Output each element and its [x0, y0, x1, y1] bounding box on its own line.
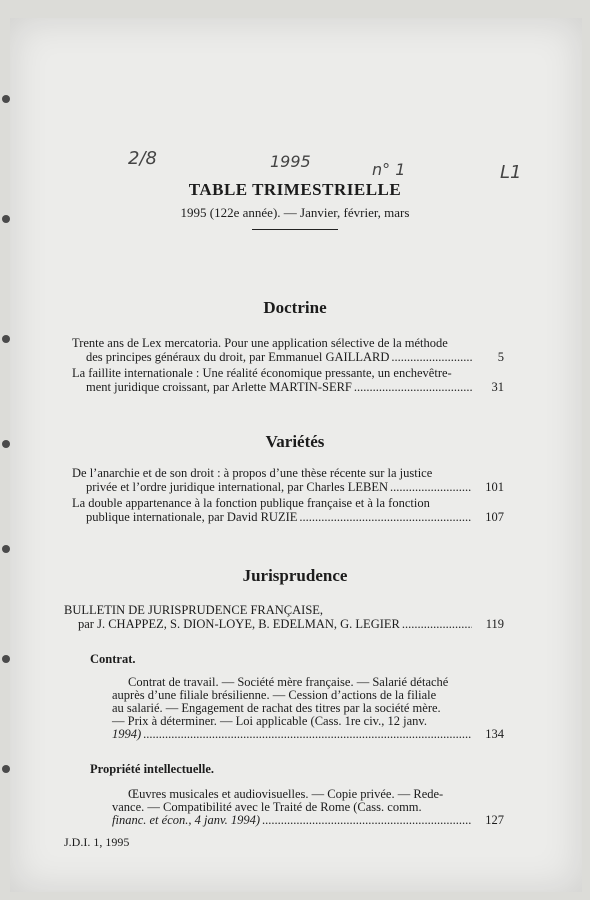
toc-entry	[72, 336, 504, 364]
case-entry-line: Contrat de travail. — Société mère française. — Salarié détaché	[128, 675, 449, 689]
dot-leader	[143, 728, 472, 741]
case-entry-line: Œuvres musicales et audiovisuelles. — Copie privée. — Rede-	[128, 787, 444, 801]
case-entry-line: — Prix à déterminer. — Loi applicable (Cass. 1re civ., 12 janv.	[112, 714, 427, 728]
bulletin-title: BULLETIN DE JURISPRUDENCE FRANÇAISE,	[64, 603, 324, 617]
page-subtitle: 1995 (122e année). — Janvier, février, mars	[180, 205, 410, 220]
page-number: 101	[485, 480, 504, 494]
section-heading-jurisprudence: Jurisprudence	[242, 566, 348, 585]
subsection-heading-propriete: Propriété intellectuelle.	[90, 762, 215, 776]
journal-page	[10, 18, 582, 892]
page-number: 127	[485, 813, 504, 827]
handwritten-note-right: L1	[500, 162, 522, 183]
title-divider	[252, 229, 338, 230]
dot-leader	[299, 510, 472, 524]
handwritten-note-year: 1995	[270, 152, 311, 171]
binding-hole	[2, 545, 10, 553]
binding-hole	[2, 765, 10, 773]
toc-entry	[72, 496, 504, 524]
dot-leader	[262, 814, 472, 827]
toc-entry	[72, 366, 504, 394]
page-number: 134	[485, 727, 504, 741]
page-number: 119	[485, 617, 504, 631]
binding-hole	[2, 335, 10, 343]
toc-entry-line: De l’anarchie et de son droit : à propos d’une thèse récente sur la justice	[72, 466, 433, 480]
case-entry	[112, 676, 504, 741]
binding-hole	[2, 655, 10, 663]
toc-entry	[72, 466, 504, 494]
section-heading-doctrine: Doctrine	[263, 298, 327, 317]
page-number: 31	[491, 380, 504, 394]
handwritten-note-left: 2/8	[128, 148, 157, 169]
toc-entry-line: Trente ans de Lex mercatoria. Pour une application sélective de la méthode	[72, 336, 448, 350]
case-entry-line: au salarié. — Engagement de rachat des titres par la société mère.	[112, 701, 441, 715]
toc-entry-line: La double appartenance à la fonction publique française et à la fonction	[72, 496, 430, 510]
bulletin-authors: par J. CHAPPEZ, S. DION-LOYE, B. EDELMAN, G. LEGIER	[78, 617, 400, 631]
toc-entry-bulletin	[64, 603, 504, 631]
page-number: 107	[485, 510, 504, 524]
dot-leader	[354, 380, 472, 394]
binding-hole	[2, 95, 10, 103]
case-entry-line: auprès d’une filiale brésilienne. — Cession d’actions de la filiale	[112, 688, 437, 702]
section-heading-varietes: Variétés	[265, 432, 325, 451]
page-footer: J.D.I. 1, 1995	[64, 835, 130, 849]
handwritten-note-number: n° 1	[372, 160, 406, 179]
page-title: TABLE TRIMESTRIELLE	[188, 180, 402, 199]
toc-entry-line: privée et l’ordre juridique international, par Charles LEBEN	[86, 480, 388, 494]
dot-leader	[390, 480, 472, 494]
case-entry	[112, 788, 504, 827]
case-entry-line: 1994)	[112, 727, 142, 741]
toc-entry-line: des principes généraux du droit, par Emmanuel GAILLARD	[86, 350, 390, 364]
toc-entry-line: ment juridique croissant, par Arlette MARTIN-SERF	[86, 380, 352, 394]
dot-leader	[402, 617, 472, 631]
toc-entry-line: La faillite internationale : Une réalité économique pressante, un enchevêtre-	[72, 366, 452, 380]
case-entry-line: financ. et écon., 4 janv. 1994)	[112, 813, 260, 827]
case-entry-line: vance. — Compatibilité avec le Traité de Rome (Cass. comm.	[112, 800, 422, 814]
dot-leader	[391, 350, 472, 364]
toc-entry-line: publique internationale, par David RUZIE	[86, 510, 298, 524]
page-number: 5	[497, 350, 504, 364]
subsection-heading-contrat: Contrat.	[90, 652, 136, 666]
